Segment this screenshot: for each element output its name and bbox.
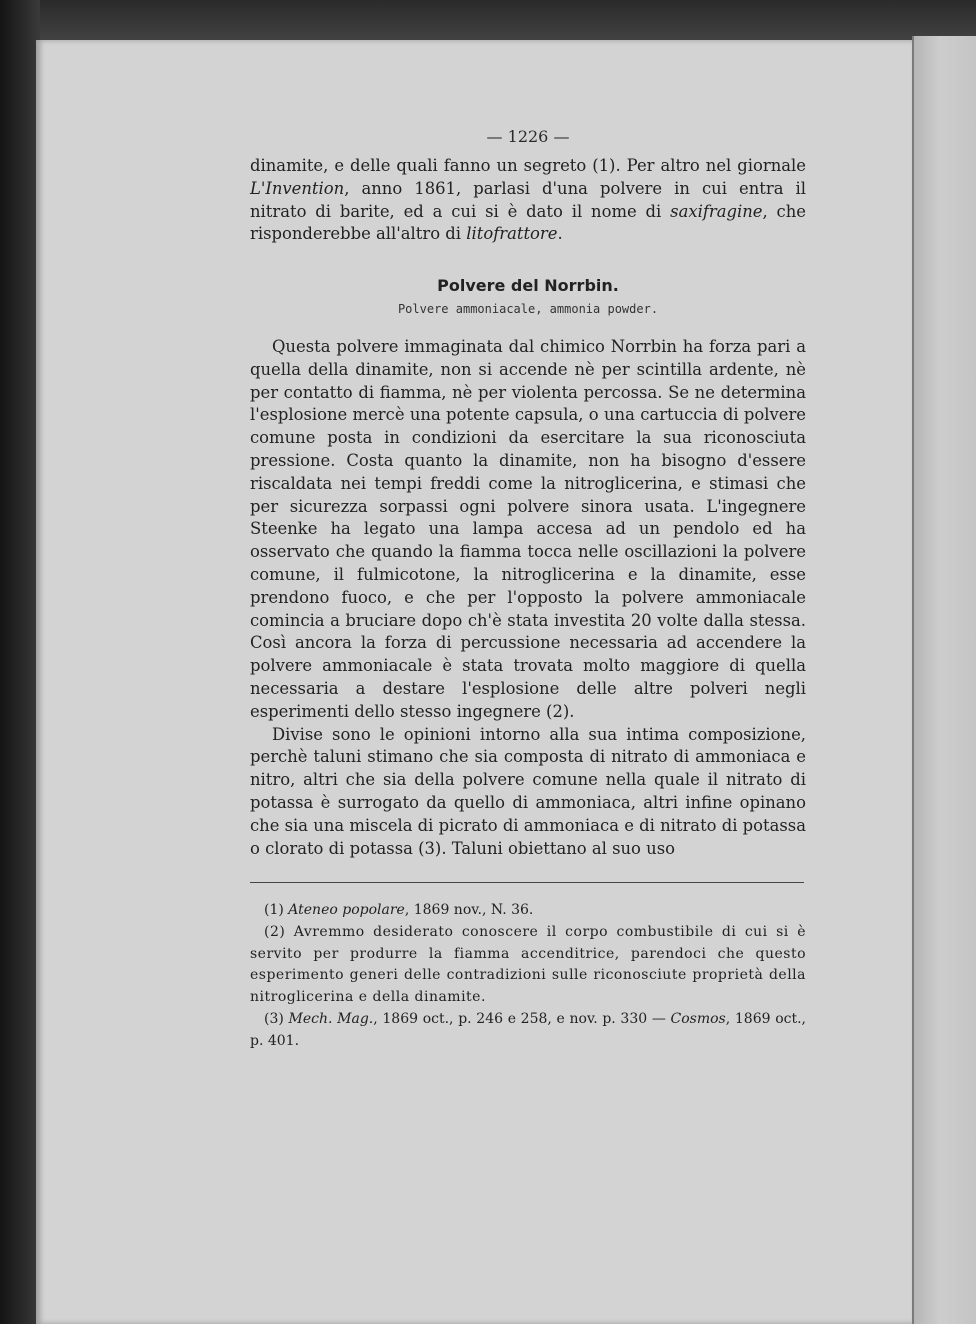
footnote-3-mid: , 1869 oct., p. 246 e 258, e nov. p. 330 —: [373, 1010, 671, 1027]
body-paragraph-2: Divise sono le opinioni intorno alla sua intima composizione, perchè taluni stimano che sia composta di nitrato di ammoniaca e nitro, altri che sia della polvere comune nella quale il nitrato di potassa è surrogato da quello di ammoniaca, altri infine opinano che sia una miscela di picrato di ammoniaca e di nitrato di potassa o clorato di potassa (3). Taluni obiettano al suo uso: [250, 724, 806, 858]
section-subheading: Polvere ammoniacale, ammonia powder.: [397, 302, 659, 316]
intro-text-4: .: [557, 224, 563, 244]
footnote-1-mark: (1): [264, 902, 289, 918]
footnote-3: [250, 1009, 806, 1053]
footnote-3-title-2: Cosmos: [670, 1010, 726, 1027]
intro-text-2: , anno 1861, parlasi d'una polvere in cui entra il nitrato di barite, ed a cui si è dato il nome di: [250, 178, 806, 221]
footnote-3-title-1: Mech. Mag.: [288, 1010, 374, 1027]
footnotes: [250, 900, 806, 1053]
name-litofrattore: litofrattore: [466, 224, 558, 244]
journal-title: L'Invention: [250, 178, 345, 198]
section-heading: Polvere del Norrbin.: [437, 276, 619, 295]
body-paragraph-1: Questa polvere immaginata dal chimico Norrbin ha forza pari a quella della dinamite, non si accende nè per scintilla ardente, nè per contatto di fiamma, nè per violenta percossa. Se ne determina l'esplosione mercè una potente capsula, o una cartuccia di polvere comune posta in condizioni da esercitare la sua riconosciuta pressione. Costa quanto la dinamite, non ha bisogno d'essere riscaldata nei tempi freddi come la nitroglicerina, e stimasi che per sicurezza sorpassi ogni polvere sinora usata. L'ingegnere Steenke ha legato una lampa accesa ad un pendolo ed ha osservato che quando la fiamma tocca nelle oscillazioni la polvere comune, il fulmicotone, la nitroglicerina e la dinamite, esse prendono fuoco, e che per l'opposto la polvere ammoniacale comincia a bruciare dopo ch'è stata investita 20 volte dalla stessa. Così ancora la forza di percussione necessaria ad accendere la polvere ammoniacale è stata trovata molto maggiore di quella necessaria a destare l'esplosione delle altre polveri negli esperimenti dello stesso ingegnere (2).: [250, 337, 806, 721]
footnote-1-title: Ateneo popolare: [288, 902, 405, 918]
intro-text-3: , che risponderebbe all'altro di: [250, 201, 806, 244]
footnote-3-mark: (3): [264, 1010, 289, 1027]
intro-paragraph: [250, 155, 806, 246]
footnote-1-rest: , 1869 nov., N. 36.: [404, 902, 534, 918]
page-number: — 1226 —: [486, 127, 570, 146]
intro-text-1: dinamite, e delle quali fanno un segreto (1). Per altro nel giornale: [250, 156, 806, 175]
scan-left-edge: [0, 0, 40, 1324]
footnote-2: (2) Avremmo desiderato conoscere il corpo combustibile di cui si è servito per produrre la fiamma accenditrice, parendoci che questo esperimento generi delle contradizioni sulle riconosciute proprietà della nitroglicerina e della dinamite.: [250, 923, 806, 1006]
main-body: [250, 336, 806, 860]
name-saxifragine: saxifragine: [670, 201, 763, 221]
footnote-1: [250, 900, 806, 922]
adjacent-page-edge: [912, 36, 976, 1324]
footnote-divider: [250, 882, 804, 883]
footnote-3-rest: , 1869 oct., p. 401.: [250, 1010, 806, 1049]
